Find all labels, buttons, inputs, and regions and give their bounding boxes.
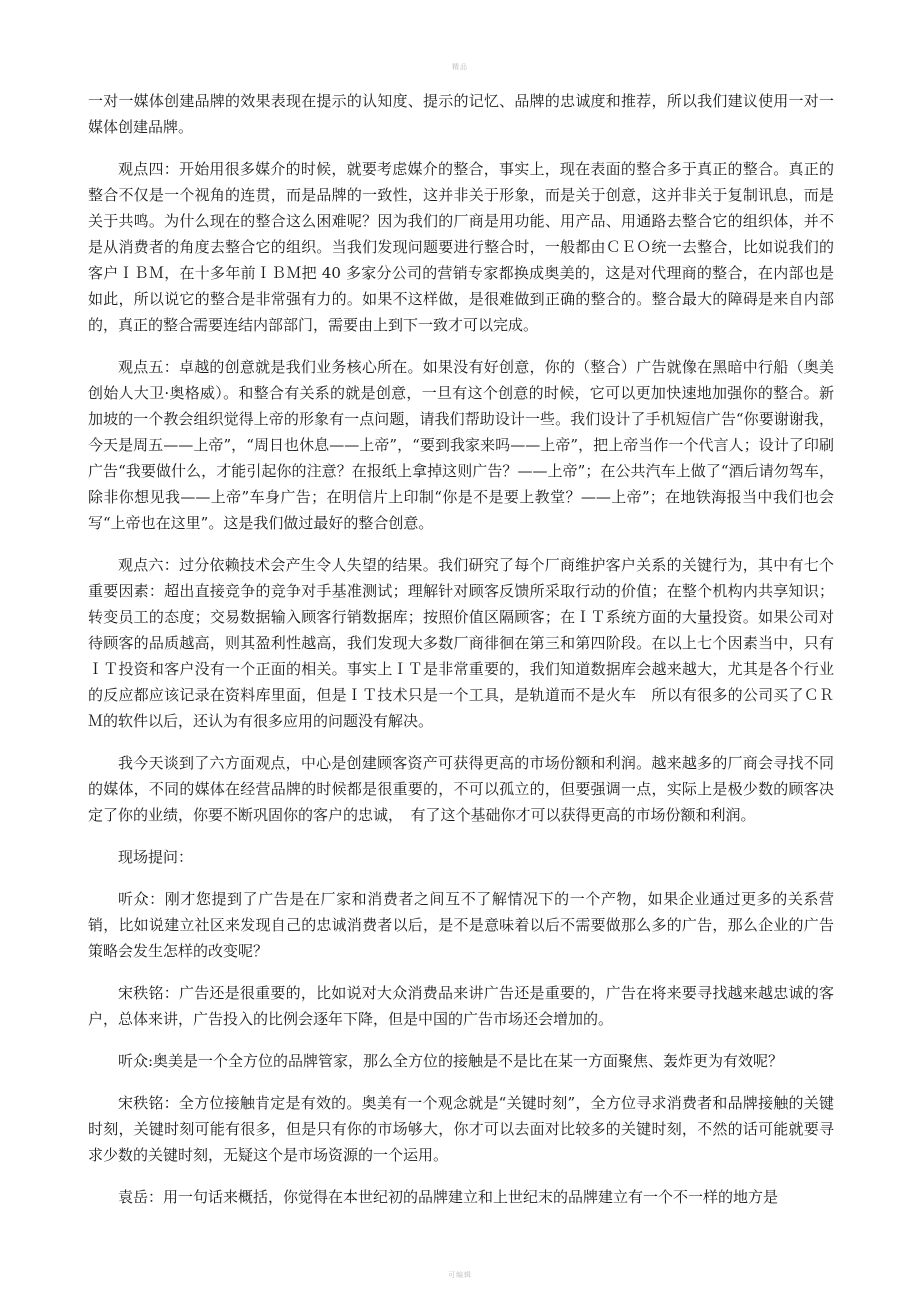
paragraph: 我今天谈到了六方面观点，中心是创建顾客资产可获得更高的市场份额和利润。越来越多的厂商会寻找不同的媒体，不同的媒体在经营品牌的时候都是很重要的，不可以孤立的，但要强调一点，实际上是极少数的顾客决定了你的业绩，你要不断巩固你的客户的忠诚， 有了这个基础你才可以获得更高的市场份额和利润。 [88,754,834,824]
paragraph: 观点五：卓越的创意就是我们业务核心所在。如果没有好创意，你的（整合）广告就像在黑暗中行船（奥美创始人大卫·奥格威）。和整合有关系的就是创意，一旦有这个创意的时候，它可以更加快速地加强你的整合。新加坡的一个教会组织觉得上帝的形象有一点问题，请我们帮助设计一些。我们设计了手机短信广告“你要谢谢我，今天是周五——上帝”，“周日也休息——上帝”，“要到我家来吗——上帝”，把上帝当作一个代言人；设计了印刷广告“我要做什么，才能引起你的注意？在报纸上拿掉这则广告？——上帝”；在公共汽车上做了“酒后请勿驾车，除非你想见我——上帝”车身广告；在明信片上印制“你是不是要上教堂？——上帝”；在地铁海报当中我们也会写“上帝也在这里”。这是我们做过最好的整合创意。 [88,358,834,532]
paragraph: 听众：刚才您提到了广告是在厂家和消费者之间互不了解情况下的一个产物，如果企业通过更多的关系营销，比如说建立社区来发现自己的忠诚消费者以后，是不是意味着以后不需要做那么多的广告，那么企业的广告策略会发生怎样的改变呢？ [88,890,834,960]
paragraph: 袁岳：用一句话来概括，你觉得在本世纪初的品牌建立和上世纪末的品牌建立有一个不一样的地方是 [118,1188,779,1206]
header-watermark: 精品 [452,63,468,71]
paragraph: 宋秩铭：全方位接触肯定是有效的。奥美有一个观念就是“关键时刻”，全方位寻求消费者和品牌接触的关键时刻，关键时刻可能有很多，但是只有你的市场够大，你才可以去面对比较多的关键时刻，不然的话可能就要寻求少数的关键时刻，无疑这个是市场资源的一个运用。 [88,1094,834,1164]
paragraph: 宋秩铭：广告还是很重要的，比如说对大众消费品来讲广告还是重要的，广告在将来要寻找越来越忠诚的客户，总体来讲，广告投入的比例会逐年下降，但是中国的广告市场还会增加的。 [88,984,834,1028]
footer-watermark: 可编辑 [448,1271,472,1279]
paragraph: 听众:奥美是一个全方位的品牌管家，那么全方位的接触是不是比在某一方面聚焦、轰炸更为有效呢？ [118,1052,784,1070]
paragraph: 观点四：开始用很多媒介的时候，就要考虑媒介的整合，事实上，现在表面的整合多于真正的整合。真正的整合不仅是一个视角的连贯，而是品牌的一致性，这并非关于形象，而是关于创意，这并非关于复制讯息，而是关于共鸣。为什么现在的整合这么困难呢？因为我们的厂商是用功能、用产品、用通路去整合它的组织体，并不是从消费者的角度去整合它的组织。当我们发现问题要进行整合时，一般都由ＣＥＯ统一去整合，比如说我们的客户ＩＢＭ，在十多年前ＩＢＭ把 40 多家分公司的营销专家都换成奥美的，这是对代理商的整合，在内部也是如此，所以说它的整合是非常强有力的。如果不这样做，是很难做到正确的整合的。整合最大的障碍是来自内部的，真正的整合需要连结内部部门，需要由上到下一致才可以完成。 [88,160,834,334]
paragraph: 一对一媒体创建品牌的效果表现在提示的认知度、提示的记忆、品牌的忠诚度和推荐，所以我们建议使用一对一媒体创建品牌。 [88,92,834,136]
paragraph: 观点六：过分依赖技术会产生令人失望的结果。我们研究了每个厂商维护客户关系的关键行为，其中有七个重要因素：超出直接竞争的竞争对手基准测试；理解针对顾客反馈所采取行动的价值；在整个机构内共享知识；转变员工的态度；交易数据输入顾客行销数据库；按照价值区隔顾客；在ＩＴ系统方面的大量投资。如果公司对待顾客的品质越高，则其盈利性越高，我们发现大多数厂商徘徊在第三和第四阶段。在以上七个因素当中，只有ＩＴ投资和客户没有一个正面的相关。事实上ＩＴ是非常重要的，我们知道数据库会越来越大，尤其是各个行业的反应都应该记录在资料库里面，但是ＩＴ技术只是一个工具，是轨道而不是火车 所以有很多的公司买了ＣＲＭ的软件以后，还认为有很多应用的问题没有解决。 [88,556,834,730]
document-body [88,88,834,1226]
section-heading: 现场提问： [118,848,194,866]
